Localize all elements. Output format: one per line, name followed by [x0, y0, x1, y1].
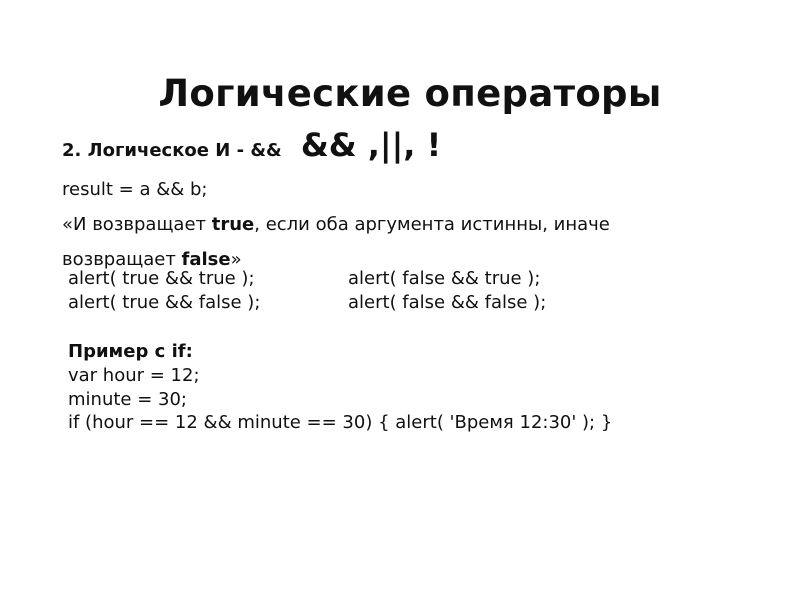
- false-keyword: false: [181, 249, 231, 270]
- alert-right-1: alert( false && true );: [348, 268, 541, 289]
- subtitle-prefix: 2. Логическое И - &&: [62, 140, 282, 161]
- example-heading: Пример с if:: [68, 341, 193, 362]
- example-line-3: if (hour == 12 && minute == 30) { alert( 'Время 12:30' ); }: [68, 412, 613, 433]
- alert-left-2: alert( true && false );: [68, 292, 261, 313]
- subtitle-operators: && ,||, !: [300, 126, 442, 164]
- description-line-2: [62, 249, 242, 270]
- description-text-1: «И возвращает: [62, 214, 212, 235]
- result-line: result = a && b;: [62, 179, 208, 200]
- alert-right-2: alert( false && false );: [348, 292, 547, 313]
- slide-title: Логические операторы: [158, 72, 662, 115]
- description-text-2: , если оба аргумента истинны, иначе: [254, 214, 610, 235]
- alert-left-1: alert( true && true );: [68, 268, 255, 289]
- example-line-2: minute = 30;: [68, 389, 187, 410]
- description-text-3: возвращает: [62, 249, 182, 270]
- example-line-1: var hour = 12;: [68, 365, 200, 386]
- description-text-4: »: [230, 249, 242, 270]
- subtitle-row: [62, 126, 441, 164]
- description-line-1: [62, 214, 610, 235]
- true-keyword: true: [211, 214, 255, 235]
